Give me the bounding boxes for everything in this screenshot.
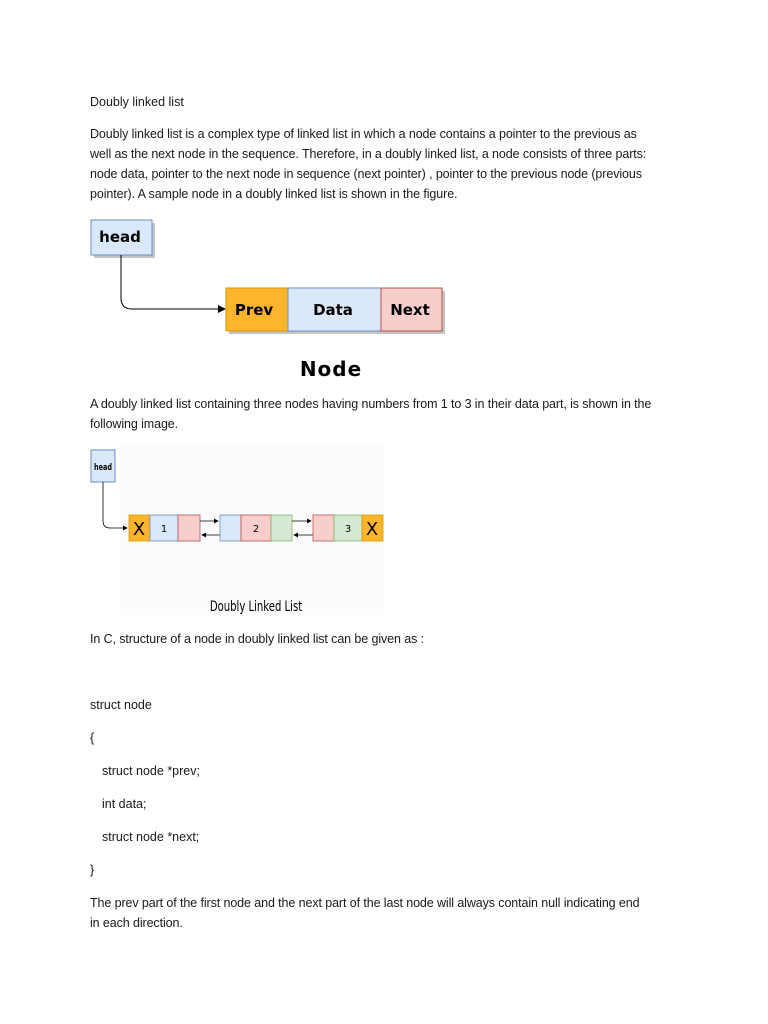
node-diagram bbox=[0, 0, 768, 400]
node-1-next bbox=[178, 515, 200, 541]
prev-label: Prev bbox=[234, 301, 274, 319]
node-2-value: 2 bbox=[252, 524, 260, 535]
node-2-prev bbox=[220, 515, 241, 541]
list-caption: Doubly Linked List bbox=[209, 598, 303, 615]
node-3-null-mark: X bbox=[365, 519, 379, 540]
node-1-null-mark: X bbox=[132, 519, 146, 540]
code-line-1: struct node bbox=[90, 698, 152, 712]
code-line-3: struct node *prev; bbox=[102, 764, 200, 778]
para4-line-1: The prev part of the first node and the next part of the last node will always contain null indicating end bbox=[90, 896, 640, 910]
para2-line-1: A doubly linked list containing three nodes having numbers from 1 to 3 in their data part, is shown in the bbox=[90, 397, 652, 411]
para3: In C, structure of a node in doubly linked list can be given as : bbox=[90, 632, 424, 646]
node-2-next bbox=[271, 515, 292, 541]
list-head-label: head bbox=[94, 461, 112, 473]
page-title: Doubly linked list bbox=[90, 95, 184, 109]
para2-line-2: following image. bbox=[90, 417, 179, 431]
node-caption: Node bbox=[299, 357, 363, 381]
head-label: head bbox=[99, 228, 141, 246]
code-line-6: } bbox=[90, 863, 95, 877]
head-pointer-arrow bbox=[121, 255, 225, 309]
code-line-5: struct node *next; bbox=[102, 830, 200, 844]
node-3-value: 3 bbox=[344, 524, 352, 535]
intro-line-1: Doubly linked list is a complex type of linked list in which a node contains a pointer to the previous as bbox=[90, 127, 637, 141]
node-1-value: 1 bbox=[160, 524, 168, 535]
next-label: Next bbox=[390, 301, 430, 319]
node-3-prev bbox=[313, 515, 334, 541]
code-line-4: int data; bbox=[102, 797, 147, 811]
list-diagram bbox=[0, 440, 768, 620]
intro-line-3: node data, pointer to the next node in sequence (next pointer) , pointer to the previous node (previous bbox=[90, 167, 642, 181]
data-label: Data bbox=[313, 301, 353, 319]
intro-line-4: pointer). A sample node in a doubly linked list is shown in the figure. bbox=[90, 187, 458, 201]
intro-line-2: well as the next node in the sequence. Therefore, in a doubly linked list, a node consists of three parts: bbox=[90, 147, 647, 161]
para4-line-2: in each direction. bbox=[90, 916, 183, 930]
code-line-2: { bbox=[90, 731, 95, 745]
